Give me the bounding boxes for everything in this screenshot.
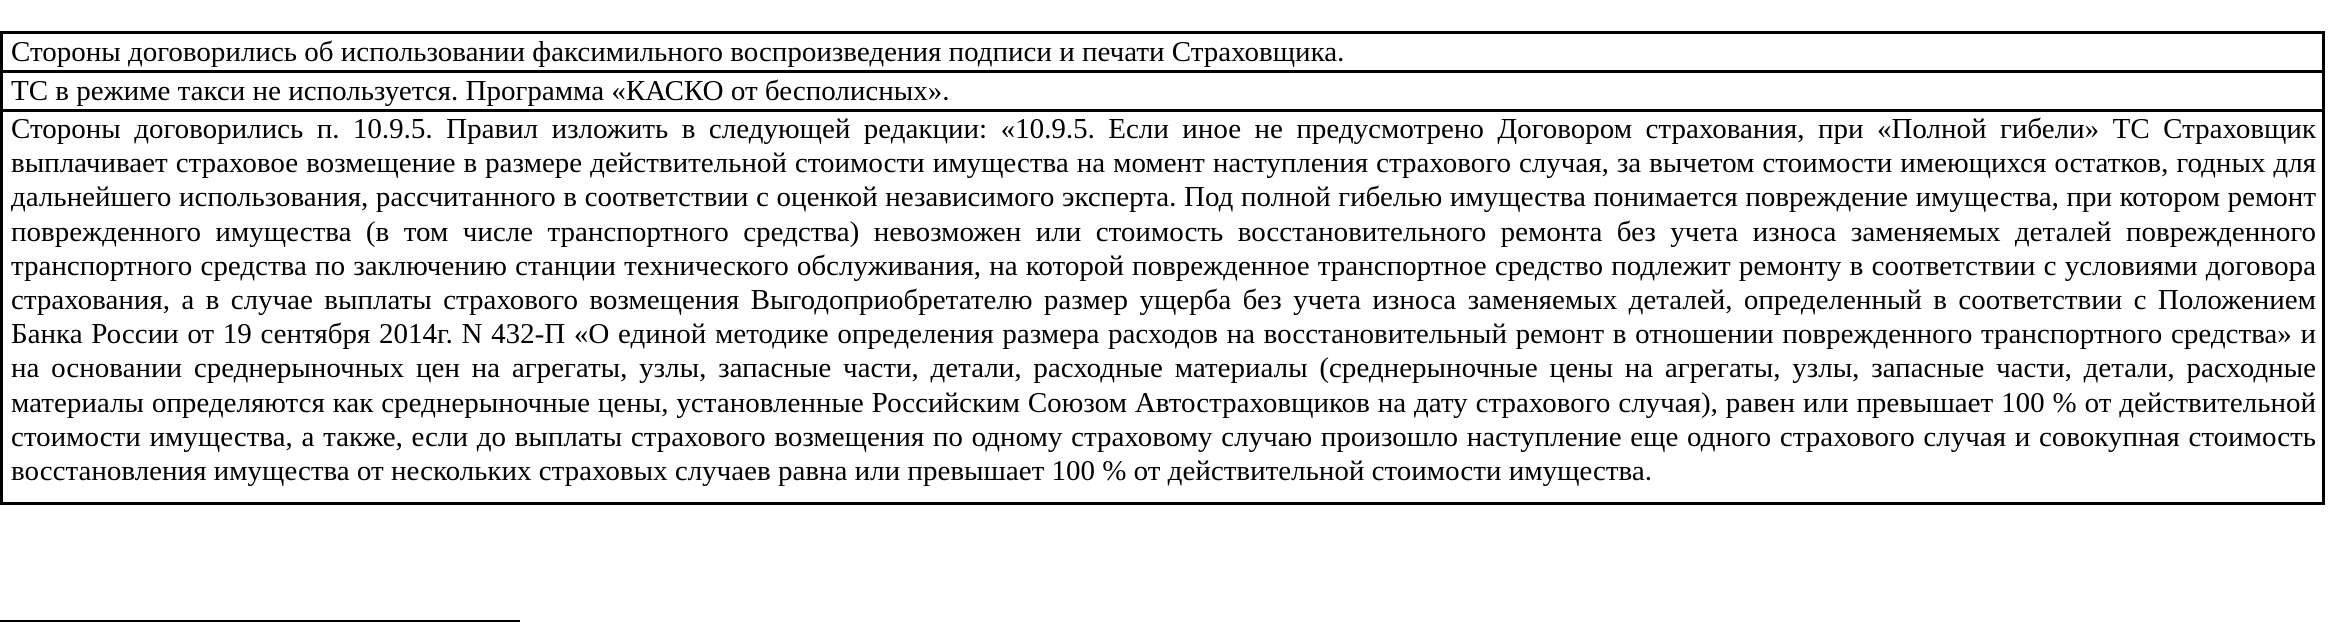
clause-row [2, 33, 2324, 72]
page-divider [0, 620, 520, 630]
clause-cell-total-loss [2, 111, 2324, 504]
clause-cell-taxi [2, 72, 2324, 111]
clauses-table [0, 31, 2325, 505]
clause-row [2, 111, 2324, 504]
clause-row [2, 72, 2324, 111]
clause-text: ТС в режиме такси не используется. Программа «КАСКО от бесполисных». [11, 75, 950, 107]
clause-cell-facsimile [2, 33, 2324, 72]
clause-text: Стороны договорились об использовании факсимильного воспроизведения подписи и печати Страховщика. [11, 36, 1345, 68]
clause-text: Стороны договорились п. 10.9.5. Правил изложить в следующей редакции: «10.9.5. Если иное не предусмотрено Договором страхования, при «Полной гибели» ТС Страховщик выплачивает страховое возмещение в размере действительной стоимости имущества на момент наступления страхового случая, за вычетом стоимости имеющихся остатков, годных для дальнейшего использования, рассчитанного в соответствии с оценкой независимого эксперта. Под полной гибелью имущества понимается повреждение имущества, при котором ремонт поврежденного имущества (в том числе транспортного средства) невозможен или стоимость восстановительного ремонта без учета износа заменяемых деталей поврежденного транспортного средства по заключению станции технического обслуживания, на которой поврежденное транспортное средство подлежит ремонту в соответствии с условиями договора страхования, а в случае выплаты страхового возмещения Выгодоприобретателю размер ущерба без учета износа заменяемых деталей, определенный в соответствии с Положением Банка России от 19 сентября 2014г. N 432-П «О единой методике определения размера расходов на восстановительный ремонт в отношении поврежденного транспортного средства» и на основании среднерыночных цен на агрегаты, узлы, запасные части, детали, расходные материалы (среднерыночные цены на агрегаты, узлы, запасные части, детали, расходные материалы определяются как среднерыночные цены, установленные Российским Союзом Автостраховщиков на дату страхового случая), равен или превышает 100 % от действительной стоимости имущества, а также, если до выплаты страхового возмещения по одному страховому случаю произошло наступление еще одного страхового случая и совокупная стоимость восстановления имущества от нескольких страховых случаев равна или превышает 100 % от действительной стоимости имущества. [11, 113, 2316, 488]
